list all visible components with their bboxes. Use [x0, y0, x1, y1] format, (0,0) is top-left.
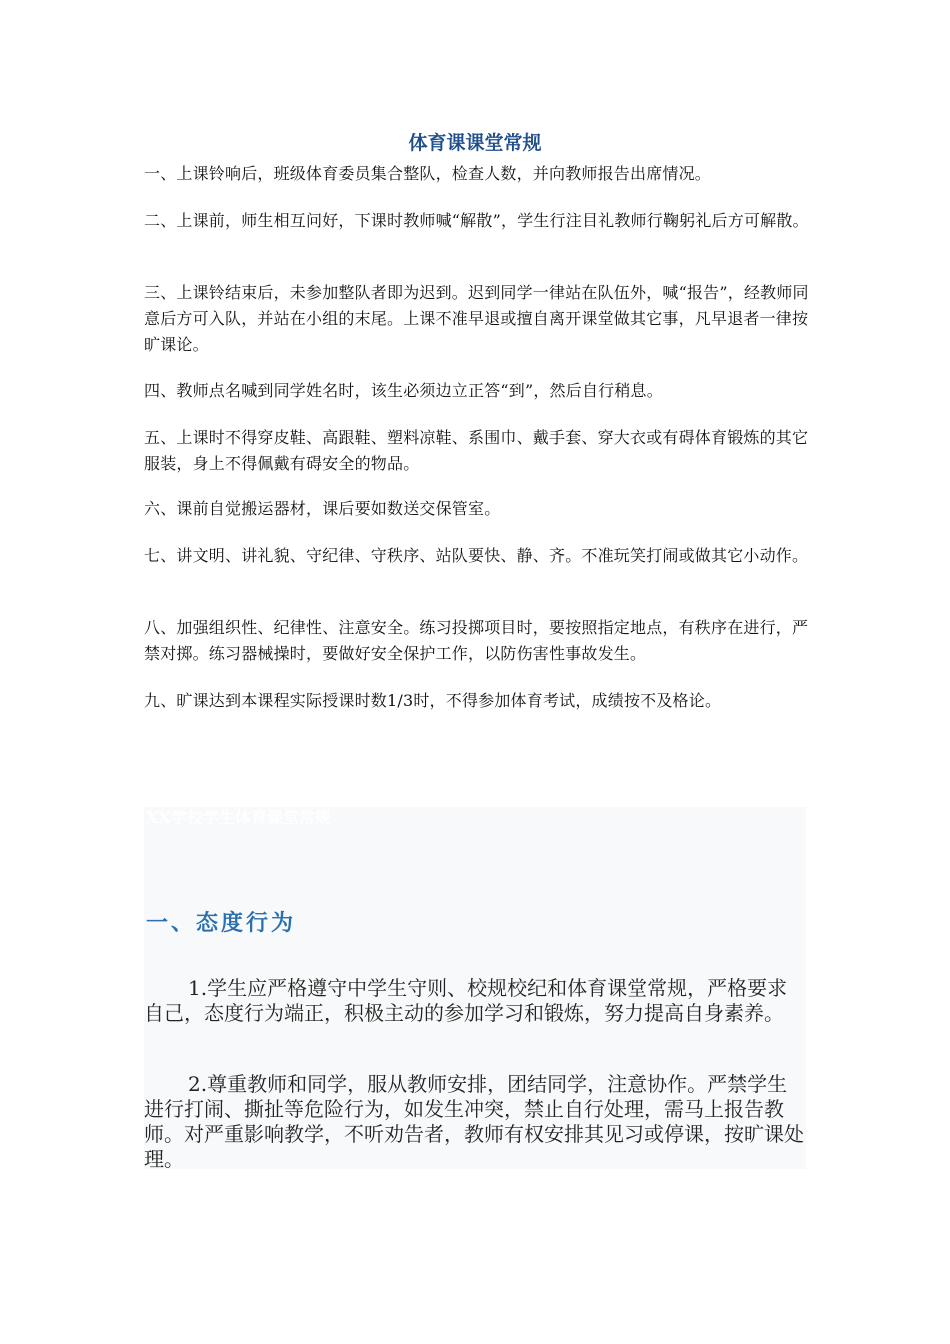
- section-paragraph: 1.学生应严格遵守中学生守则、校规校纪和体育课堂常规，严格要求自己，态度行为端正，积极主动的参加学习和锻炼，努力提高自身素养。: [144, 976, 788, 1025]
- section-title: 一、态度行为: [146, 910, 297, 936]
- rule-item: 三、上课铃结束后，未参加整队者即为迟到。迟到同学一律站在队伍外，喊“报告”，经教师同意后方可入队，并站在小组的末尾。上课不准早退或擅自离开课堂做其它事，凡早退者一律按旷课论。: [144, 283, 809, 354]
- rule-item: 四、教师点名喊到同学姓名时，该生必须边立正答“到”，然后自行稍息。: [144, 381, 663, 400]
- document-title: 体育课课堂常规: [408, 132, 542, 154]
- rule-item: 六、课前自觉搬运器材，课后要如数送交保管室。: [144, 499, 501, 518]
- panel-heading: XX学校学生体育课堂常规: [146, 808, 331, 827]
- content-panel: [144, 807, 806, 1169]
- rule-item: 九、旷课达到本课程实际授课时数1/3时，不得参加体育考试，成绩按不及格论。: [144, 691, 722, 710]
- rule-item: 一、上课铃响后，班级体育委员集合整队，检查人数，并向教师报告出席情况。: [144, 164, 712, 183]
- rule-item: 二、上课前，师生相互问好，下课时教师喊“解散”，学生行注目礼教师行鞠躬礼后方可解散。: [144, 211, 809, 230]
- section-paragraph: 2.尊重教师和同学，服从教师安排，团结同学，注意协作。严禁学生进行打闹、撕扯等危险行为，如发生冲突，禁止自行处理，需马上报告教师。对严重影响教学，不听劝告者，教师有权安排其见习或停课，按旷课处理。: [144, 1072, 804, 1171]
- rule-item: 八、加强组织性、纪律性、注意安全。练习投掷项目时，要按照指定地点，有秩序在进行，严禁对掷。练习器械操时，要做好安全保护工作，以防伤害性事故发生。: [144, 618, 809, 663]
- rule-item: 五、上课时不得穿皮鞋、高跟鞋、塑料凉鞋、系围巾、戴手套、穿大衣或有碍体育锻炼的其它服装，身上不得佩戴有碍安全的物品。: [144, 428, 809, 473]
- rule-item: 七、讲文明、讲礼貌、守纪律、守秩序、站队要快、静、齐。不准玩笑打闹或做其它小动作。: [144, 546, 809, 565]
